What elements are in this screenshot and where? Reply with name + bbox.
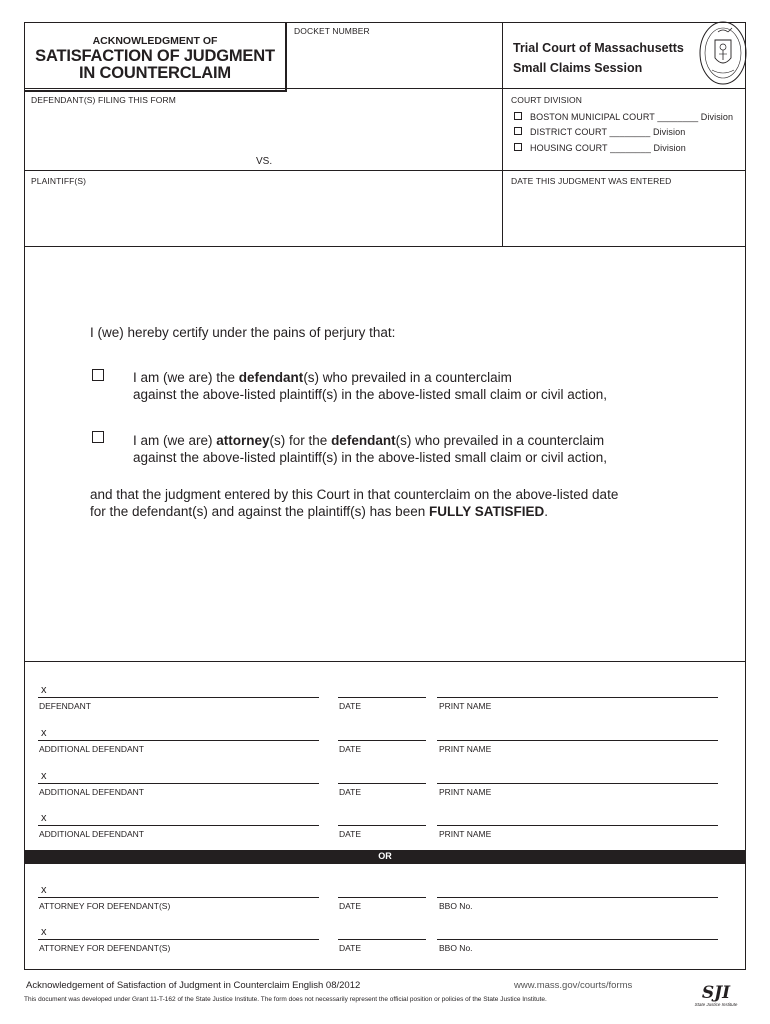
or-label: OR (378, 851, 392, 861)
attorney-row-1-bbo-label: BBO No. (439, 901, 473, 911)
housing-court-blank[interactable]: ________ (610, 143, 651, 153)
defendant-option-text: I am (we are) the defendant(s) who prevailed in a counterclaim against the above-listed plaintiff(s) in the above-listed small claim or civil action, (133, 370, 607, 402)
attorney-row-2-bbo-label: BBO No. (439, 943, 473, 953)
defendant-row-3-print-name-line[interactable] (437, 783, 718, 784)
form-title-line1: SATISFACTION OF JUDGMENT (35, 47, 275, 65)
defendant-option-checkbox[interactable] (92, 369, 104, 381)
district-court-blank[interactable]: ________ (609, 127, 651, 137)
defendant-row-2-signature-line[interactable] (38, 740, 319, 741)
court-division-label: COURT DIVISION (511, 95, 582, 105)
defendant-row-4-date-line[interactable] (338, 825, 426, 826)
defendant-row-2-date-line[interactable] (338, 740, 426, 741)
attorney-row-2-date-line[interactable] (338, 939, 426, 940)
boston-municipal-option (530, 112, 733, 122)
date-entered-field[interactable] (504, 188, 744, 244)
sji-logo-text: SJI (701, 983, 731, 1003)
court-name: Trial Court of Massachusetts (513, 41, 684, 55)
sji-logo-sub: State Justice Institute (694, 1002, 738, 1007)
attorney-row-2-x-mark: x (41, 926, 47, 938)
boston-municipal-checkbox[interactable] (514, 112, 522, 120)
attorney-row-1-bbo-line[interactable] (437, 897, 718, 898)
housing-court-label: HOUSING COURT (530, 143, 608, 153)
form-title-line2: IN COUNTERCLAIM (79, 64, 231, 82)
attorney-row-2-label: ATTORNEY FOR DEFENDANT(S) (39, 943, 171, 953)
attorney-row-2-date-label: DATE (339, 943, 362, 953)
attorney-row-2-bbo-line[interactable] (437, 939, 718, 940)
top-right-edge (745, 22, 746, 88)
grant-notice: This document was developed under Grant 11-T-162 of the State Justice Institute. The form does not necessarily represent the official position or policies of the State Justice Institute. (24, 996, 547, 1003)
defendant-row-4-date-label: DATE (339, 829, 362, 839)
defendant-row-4-print-name-line[interactable] (437, 825, 718, 826)
certification-intro: I (we) hereby certify under the pains of perjury that: (90, 325, 396, 340)
signature-top-rule (24, 661, 746, 662)
attorney-row-1-date-label: DATE (339, 901, 362, 911)
massachusetts-seal-icon (698, 20, 748, 86)
district-court-label: DISTRICT COURT (530, 127, 607, 137)
docket-number-field[interactable] (290, 36, 502, 88)
defendant-row-3-x-mark: x (41, 770, 47, 782)
defendant-row-2-print-name-label: PRINT NAME (439, 744, 492, 754)
defendant-row-3-date-label: DATE (339, 787, 362, 797)
party-bottom-rule (24, 246, 746, 247)
defendant-row-1-print-name-label: PRINT NAME (439, 701, 492, 711)
housing-court-suffix: Division (653, 143, 686, 153)
docket-right-divider (502, 22, 503, 88)
defendant-row-1-label: DEFENDANT (39, 701, 91, 711)
defendant-row-4-x-mark: x (41, 812, 47, 824)
defendant-row-1-print-name-line[interactable] (437, 697, 718, 698)
attorney-row-1-x-mark: x (41, 884, 47, 896)
forms-url[interactable]: www.mass.gov/courts/forms (514, 980, 633, 991)
defendant-row-4-signature-line[interactable] (38, 825, 319, 826)
attorney-option-text: I am (we are) attorney(s) for the defendant(s) who prevailed in a counterclaim against the above-listed plaintiff(s) in the above-listed small claim or civil action, (133, 433, 607, 465)
defendant-row-3-label: ADDITIONAL DEFENDANT (39, 787, 145, 797)
district-court-suffix: Division (652, 127, 686, 137)
defendant-row-1-signature-line[interactable] (38, 697, 319, 698)
ack-of-label: ACKNOWLEDGMENT OF (92, 35, 218, 47)
defendant-row-2-print-name-line[interactable] (437, 740, 718, 741)
defendant-row-1-date-line[interactable] (338, 697, 426, 698)
vs-label: VS. (256, 156, 273, 167)
date-entered-label: DATE THIS JUDGMENT WAS ENTERED (511, 176, 672, 186)
plaintiffs-field[interactable] (26, 188, 500, 244)
attorney-row-1-date-line[interactable] (338, 897, 426, 898)
plaintiffs-label: PLAINTIFF(S) (31, 176, 87, 186)
defendant-row-3-print-name-label: PRINT NAME (439, 787, 492, 797)
defendant-row-3-date-line[interactable] (338, 783, 426, 784)
boston-municipal-suffix: Division (700, 112, 734, 122)
defendant-row-2-x-mark: x (41, 727, 47, 739)
housing-court-checkbox[interactable] (514, 143, 522, 151)
defendant-row-2-label: ADDITIONAL DEFENDANT (39, 744, 145, 754)
housing-court-option (530, 143, 686, 153)
defendant-row-1-date-label: DATE (339, 701, 362, 711)
defendants-label: DEFENDANT(S) FILING THIS FORM (31, 95, 176, 105)
form-name-footer: Acknowledgement of Satisfaction of Judgment in Counterclaim English 08/2012 (26, 980, 361, 991)
docket-number-label: DOCKET NUMBER (294, 26, 370, 36)
defendants-field[interactable] (26, 106, 500, 154)
boston-municipal-blank[interactable]: ________ (657, 112, 699, 122)
defendant-row-2-date-label: DATE (339, 744, 362, 754)
certification-closing: and that the judgment entered by this Court in that counterclaim on the above-listed date for the defendant(s) and against the plaintiff(s) has been FULLY SATISFIED. (90, 487, 619, 519)
district-court-checkbox[interactable] (514, 127, 522, 135)
defendant-row-3-signature-line[interactable] (38, 783, 319, 784)
defendant-row-1-x-mark: x (41, 684, 47, 696)
attorney-row-2-signature-line[interactable] (38, 939, 319, 940)
defendant-row-4-print-name-label: PRINT NAME (439, 829, 492, 839)
party-divider (502, 88, 503, 246)
defendant-row-4-label: ADDITIONAL DEFENDANT (39, 829, 145, 839)
attorney-option-checkbox[interactable] (92, 431, 104, 443)
top-rule (286, 22, 746, 23)
sji-logo-icon (688, 984, 744, 1014)
boston-municipal-label: BOSTON MUNICIPAL COURT (530, 112, 655, 122)
vs-rule (24, 170, 746, 171)
attorney-row-1-signature-line[interactable] (38, 897, 319, 898)
district-court-option (530, 127, 685, 137)
attorney-row-1-label: ATTORNEY FOR DEFENDANT(S) (39, 901, 171, 911)
court-session: Small Claims Session (513, 61, 643, 75)
